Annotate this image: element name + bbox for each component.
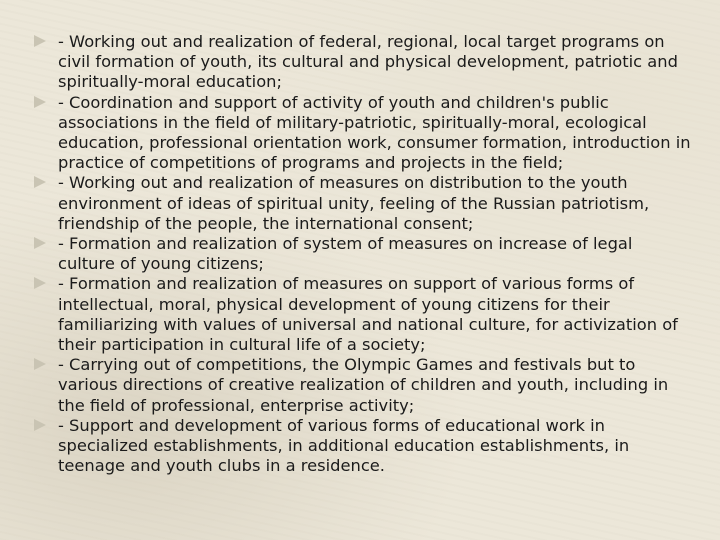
bullet-text-7: - Support and development of various forms of educational work in specialized establishments, in additional education establishments, in teenage and youth clubs in a residence. (58, 415, 630, 476)
bullet-item-3 (0, 173, 700, 234)
bullet-text-4: - Formation and realization of system of measures on increase of legal culture of young citizens; (58, 234, 633, 274)
bullet-item-2 (0, 93, 700, 174)
triangle-right-icon (34, 176, 46, 188)
bullet-text-6: - Carrying out of competitions, the Olympic Games and festivals but to various directions of creative realization of children and youth, including in the field of professional, enterprise activity; (58, 355, 669, 415)
bullet-item-6 (0, 355, 700, 416)
bullet-item-5 (0, 274, 700, 355)
bullet-item-4 (0, 234, 700, 274)
triangle-right-icon (34, 96, 46, 108)
bullet-text-5: - Formation and realization of measures on support of various forms of intellectual, moral, physical development of young citizens for their familiarizing with values of universal and national culture, for activization of their participation in cultural life of a society; (58, 274, 678, 355)
triangle-right-icon (34, 237, 46, 249)
triangle-right-icon (34, 35, 46, 47)
bullet-text-2: - Coordination and support of activity of youth and children's public associations in the field of military-patriotic, spiritually-moral, ecological education, professional orientation work, consumer formation, introduction in practice of competitions of programs and projects in the field; (58, 92, 691, 173)
bullet-list (0, 32, 700, 476)
bullet-item-1 (0, 32, 700, 93)
bullet-item-7 (0, 416, 700, 477)
triangle-right-icon (34, 277, 46, 289)
bullet-text-1: - Working out and realization of federal, regional, local target programs on civil formation of youth, its cultural and physical development, patriotic and spiritually-moral education; (58, 32, 678, 92)
bullet-text-3: - Working out and realization of measures on distribution to the youth environment of ideas of spiritual unity, feeling of the Russian patriotism, friendship of the people, the international consent; (58, 173, 650, 233)
triangle-right-icon (34, 358, 46, 370)
triangle-right-icon (34, 419, 46, 431)
